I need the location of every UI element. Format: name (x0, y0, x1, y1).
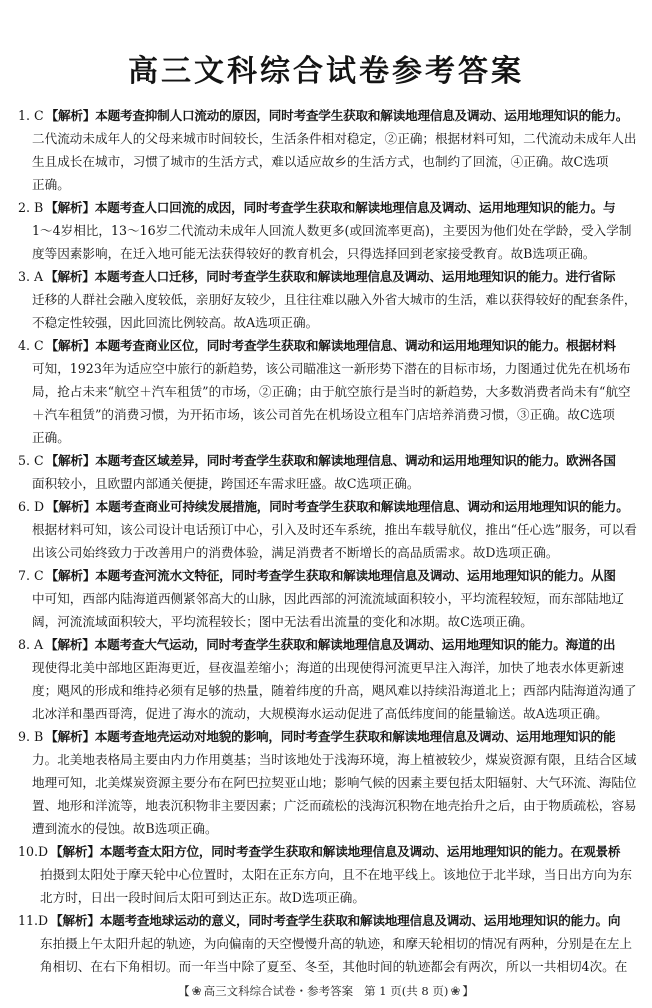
answer-key: D (38, 913, 49, 928)
analysis-text-line: 度；飓风的形成和维持必须有足够的热量，随着纬度的升高，飓风难以持续沿海道北上；西部内陆海道沟通了 (32, 683, 637, 698)
answer-key: C (34, 338, 44, 353)
analysis-text-line: 力。北美地表格局主要由内力作用奠基；当时该地处于浅海环境，海上植被较少，煤炭资源有限，且结合区域 (32, 752, 637, 767)
answer-head-line (18, 265, 638, 288)
answer-head-line (18, 840, 638, 863)
answer-key: D (38, 844, 49, 859)
analysis-lead-text: 【解析】本题考查商业可持续发展措施，同时考查学生获取和解读地理信息、调动和运用地理知识的能力。 (46, 499, 629, 514)
footer-left-bracket: 【 (178, 984, 190, 998)
analysis-text-line: 置、地形和洋流等，地表沉积物非主要因素；广泛而疏松的浅海沉积物在地壳抬升之后，由于物质疏松，容易 (32, 798, 637, 813)
analysis-text-line: 现使得北美中部地区距海更近，昼夜温差缩小；海道的出现使得河流更早注入海洋，加快了地表水体更新速 (32, 660, 624, 675)
question-number: 4. (18, 338, 31, 353)
answer-head-line (18, 495, 638, 518)
footer-page-number: 第 1 页(共 8 页) (364, 984, 449, 998)
analysis-text-line: 角相切、在右下角相切。而一年当中除了夏至、冬至，其他时间的轨迹都会有两次，所以一共相切4次。在 (40, 959, 628, 974)
analysis-text-line: 东拍摄上午太阳升起的轨迹，为向偏南的天空慢慢升高的轨迹，和摩天轮相切的情况有两种，分别是在左上 (40, 936, 632, 951)
analysis-text-line: 阔，河流流域面积较大，平均流程较长；图中无法看出流量的变化和冰期。故C选项正确。 (32, 614, 533, 629)
question-number: 5. (18, 453, 31, 468)
analysis-text-line: 北方时，日出一段时间后太阳可到达正东。故D选项正确。 (40, 890, 365, 905)
analysis-text-line: 出该公司始终致力于改善用户的消费体验，满足消费者不断增长的高品质需求。故D选项正确。 (32, 545, 559, 560)
analysis-text-line: 正确。 (32, 177, 70, 192)
analysis-text-line: ＋汽车租赁”的消费习惯，为开拓市场，该公司首先在机场设立租车门店培养消费习惯，③正确。故C选项 (32, 407, 615, 422)
answer-item (18, 564, 638, 633)
analysis-lead-text: 【解析】本题考查抑制人口流动的原因，同时考查学生获取和解读地理信息及调动、运用地理知识的能力。 (45, 108, 629, 123)
analysis-text-line: 根据材料可知，该公司设计电话预订中心，引入及时还车系统，推出车载导航仪，推出“任心选”服务，可以看 (32, 522, 637, 537)
answer-key: C (34, 568, 44, 583)
analysis-text-line: 拍摄到太阳处于摩天轮中心位置时，太阳在正东方向，且不在地平线上。该地位于北半球，当日出方向为东 (40, 867, 632, 882)
answer-key: A (34, 637, 44, 652)
answer-item (18, 495, 638, 564)
answer-item (18, 196, 638, 265)
analysis-lead-text: 【解析】本题考查大气运动，同时考查学生获取和解读地理信息及调动、运用地理知识的能力。海道的出 (45, 637, 616, 652)
analysis-text-line: 度等因素影响，在迁入地可能无法获得较好的教育机会，只得选择回到老家接受教育。故B选项正确。 (32, 246, 596, 261)
analysis-lead-text: 【解析】本题考查地壳运动对地貌的影响，同时考查学生获取和解读地理信息及调动、运用地理知识的能 (45, 729, 616, 744)
question-number: 6. (18, 499, 31, 514)
answer-item (18, 725, 638, 840)
answer-key: D (34, 499, 45, 514)
analysis-text-line: 中可知，西部内陆海道西侧紧邻高大的山脉，因此西部的河流流域面积较小，平均流程较短，而东部陆地辽 (32, 591, 624, 606)
footer-right-bracket: 】 (462, 984, 474, 998)
analysis-lead-text: 【解析】本题考查太阳方位，同时考查学生获取和解读地理信息及调动、运用地理知识的能力。在观景桥 (50, 844, 621, 859)
answer-head-line (18, 909, 638, 932)
footer-title: 高三文科综合试卷・参考答案 (203, 984, 354, 998)
answer-key: B (34, 729, 44, 744)
page-title: 高三文科综合试卷参考答案 (128, 54, 524, 89)
analysis-text-line: 遭到流水的侵蚀。故B选项正确。 (32, 821, 218, 836)
answer-head-line (18, 196, 638, 219)
analysis-text-line: 地理可知，北美煤炭资源主要分布在阿巴拉契亚山地；影响气候的因素主要包括太阳辐射、大气环流、海陆位 (32, 775, 637, 790)
analysis-lead-text: 【解析】本题考查人口回流的成因，同时考查学生获取和解读地理信息及调动、运用地理知识的能力。与 (45, 200, 616, 215)
question-number: 1. (18, 108, 31, 123)
analysis-text-line: 北冰洋和墨西哥湾，促进了海水的流动，大规模海水运动促进了高低纬度间的能量输送。故A选项正确。 (32, 706, 608, 721)
answer-head-line (18, 725, 638, 748)
answer-item (18, 840, 638, 909)
answer-key: B (34, 200, 44, 215)
answer-item (18, 633, 638, 725)
flower-icon: ❀ (450, 984, 461, 998)
question-number: 11. (18, 913, 39, 928)
analysis-lead-text: 【解析】本题考查商业区位，同时考查学生获取和解读地理信息、调动和运用地理知识的能力。根据材料 (45, 338, 616, 353)
analysis-lead-text: 【解析】本题考查人口迁移，同时考查学生获取和解读地理信息及调动、运用地理知识的能力。进行省际 (45, 269, 616, 284)
answer-item (18, 104, 638, 196)
question-number: 2. (18, 200, 31, 215)
answer-list (18, 104, 638, 978)
analysis-lead-text: 【解析】本题考查河流水文特征，同时考查学生获取和解读地理信息及调动、运用地理知识的能力。从图 (45, 568, 616, 583)
flower-icon: ❀ (191, 984, 202, 998)
analysis-lead-text: 【解析】本题考查地球运动的意义，同时考查学生获取和解读地理信息及调动、运用地理知识的能力。向 (50, 913, 621, 928)
answer-head-line (18, 449, 638, 472)
page-footer (0, 983, 652, 999)
answer-head-line (18, 104, 638, 127)
analysis-text-line: 局，抢占未来“航空＋汽车租赁”的市场，②正确；由于航空旅行是当时的新趋势，大多数消费者尚未有“航空 (32, 384, 631, 399)
answer-item (18, 334, 638, 449)
answer-item (18, 265, 638, 334)
analysis-text-line: 面积较小，且欧盟内部通关便捷，跨国还车需求旺盛。故C选项正确。 (32, 476, 420, 491)
question-number: 3. (18, 269, 31, 284)
answer-key: C (34, 453, 44, 468)
question-number: 7. (18, 568, 31, 583)
analysis-text-line: 迁移的人群社会融入度较低，亲朋好友较少，且往往难以融入外省大城市的生活，难以获得较好的配套条件， (32, 292, 637, 307)
analysis-text-line: 可知，1923年为适应空中旅行的新趋势，该公司瞄准这一新形势下潜在的目标市场，力图通过优先在机场布 (32, 361, 631, 376)
analysis-text-line: 正确。 (32, 430, 70, 445)
analysis-text-line: 1～4岁相比，13～16岁二代流动未成年人回流人数更多(或回流率更高)，主要因为他们处在学龄，受入学制 (32, 223, 632, 238)
question-number: 10. (18, 844, 39, 859)
analysis-text-line: 生且成长在城市，习惯了城市的生活方式，难以适应故乡的生活方式，也制约了回流，④正确。故C选项 (32, 154, 609, 169)
analysis-text-line: 二代流动未成年人的父母来城市时间较长，生活条件相对稳定，②正确；根据材料可知，二代流动未成年人出 (32, 131, 637, 146)
answer-head-line (18, 633, 638, 656)
analysis-lead-text: 【解析】本题考查区域差异，同时考查学生获取和解读地理信息、调动和运用地理知识的能力。欧洲各国 (45, 453, 616, 468)
analysis-text-line: 不稳定性较强，因此回流比例较高。故A选项正确。 (32, 315, 319, 330)
answer-head-line (18, 334, 638, 357)
question-number: 9. (18, 729, 31, 744)
question-number: 8. (18, 637, 31, 652)
answer-item (18, 449, 638, 495)
answer-key: A (34, 269, 44, 284)
answer-item (18, 909, 638, 978)
answer-head-line (18, 564, 638, 587)
answer-key: C (34, 108, 44, 123)
